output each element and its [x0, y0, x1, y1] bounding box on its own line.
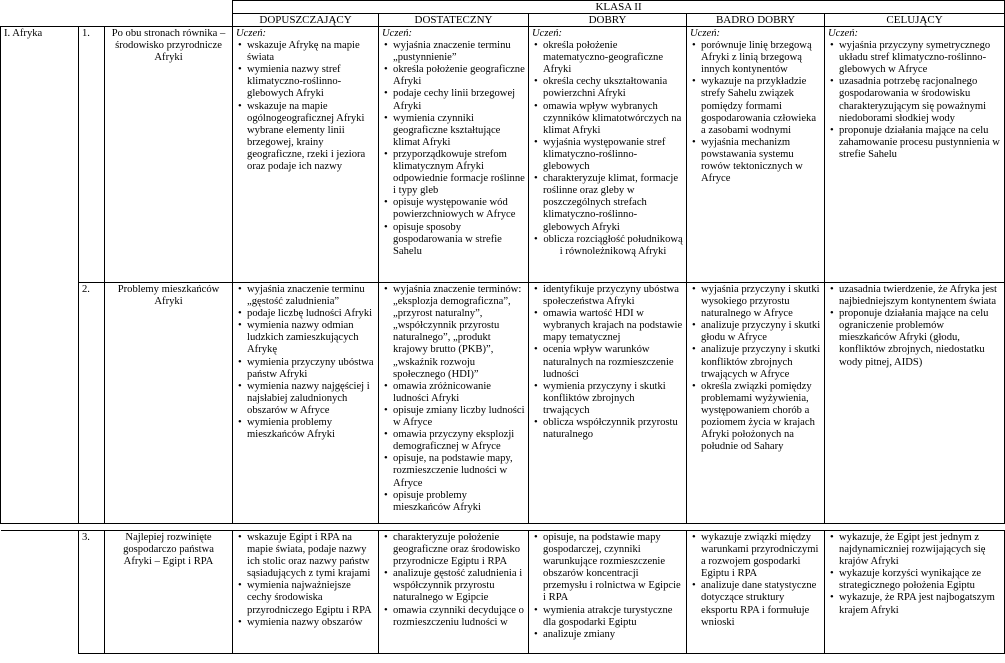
list-item: • wymienia przyczyny i skutki konfliktów zbrojnych trwających: [543, 381, 683, 417]
section-title: I. Afryka: [1, 27, 79, 524]
class-title: KLASA II: [233, 1, 1005, 14]
table-row: [1, 27, 1005, 283]
level-cell: [825, 283, 1005, 524]
level-cell: [379, 531, 529, 654]
list-item: • opisuje zmiany liczby ludności w Afryce: [393, 405, 525, 429]
level-cell: [233, 283, 379, 524]
list-item: • opisuje występowanie wód powierzchniowych w Afryce: [393, 197, 525, 221]
list-item: • uzasadnia twierdzenie, że Afryka jest najbiedniejszym kontynentem świata: [839, 284, 1001, 308]
list-item: • ocenia wpływ warunków naturalnych na rozmieszczenie ludności: [543, 344, 683, 380]
list-item: • wyjaśnia występowanie stref klimatyczno-roślinno-glebowych: [543, 137, 683, 173]
list-item: • wskazuje na mapie ogólnogeograficznej Afryki wybrane elementy linii brzegowej, krainy geograficzne, rzeki i jeziora oraz podaje ich nazwy: [247, 101, 375, 174]
list-item: • wymienia czynniki geograficzne kształtujące klimat Afryki: [393, 113, 525, 149]
level-header: DOSTATECZNY: [379, 14, 529, 27]
level-cell: [687, 27, 825, 283]
level-cell: [233, 27, 379, 283]
list-item: • wymienia nazwy obszarów: [247, 617, 375, 629]
list-item: • omawia przyczyny eksplozji demograficznej w Afryce: [393, 429, 525, 453]
row-topic: Najlepiej rozwinięte gospodarczo państwa Afryki – Egipt i RPA: [105, 531, 233, 654]
level-cell: [529, 27, 687, 283]
list-item: • wskazuje Egipt i RPA na mapie świata, podaje nazwy ich stolic oraz nazwy państw sąsiadujących z tymi krajami: [247, 532, 375, 580]
list-item: • wymienia przyczyny ubóstwa państw Afryki: [247, 357, 375, 381]
list-item: • wyjaśnia znaczenie terminu „gęstość zaludnienia”: [247, 284, 375, 308]
student-label: Uczeń:: [236, 28, 267, 39]
list-item: • określa położenie geograficzne Afryki: [393, 64, 525, 88]
list-item: • analizuje przyczyny i skutki konfliktów zbrojnych trwających w Afryce: [701, 344, 821, 380]
list-item: • omawia wpływ wybranych czynników klimatotwórczych na klimat Afryki: [543, 101, 683, 137]
list-item: • uzasadnia potrzebę racjonalnego gospodarowania w środowisku charakteryzującym się poważnymi niedoborami słodkiej wody: [839, 76, 1001, 124]
list-item: • wyjaśnia znaczenie terminu „pustynnienie”: [393, 40, 525, 64]
list-item: • wyjaśnia mechanizm powstawania systemu rowów tektonicznych w Afryce: [701, 137, 821, 185]
list-item: • opisuje problemy mieszkańców Afryki: [393, 490, 525, 514]
list-item: • wymienia atrakcje turystyczne dla gospodarki Egiptu: [543, 605, 683, 629]
list-item: • wyjaśnia przyczyny symetrycznego układu stref klimatyczno-roślinno-glebowych w Afryce: [839, 40, 1001, 76]
list-item: • wykazuje, że RPA jest najbogatszym krajem Afryki: [839, 592, 1001, 616]
list-item: • wykazuje, że Egipt jest jednym z najdynamiczniej rozwijających się krajów Afryki: [839, 532, 1001, 568]
row-number: 2.: [79, 283, 105, 524]
list-item: • wymienia nazwy najgęściej i najsłabiej zaludnionych obszarów w Afryce: [247, 381, 375, 417]
list-item: • określa cechy ukształtowania powierzchni Afryki: [543, 76, 683, 100]
title-row: [1, 1, 1005, 14]
level-header: DOBRY: [529, 14, 687, 27]
list-item: • określa położenie matematyczno-geograficzne Afryki: [543, 40, 683, 76]
student-label: Uczeń:: [690, 28, 721, 39]
level-cell: [529, 283, 687, 524]
levels-row: [1, 14, 1005, 27]
level-cell: [687, 531, 825, 654]
list-item: • podaje liczbę ludności Afryki: [247, 308, 375, 320]
list-item: • wykazuje na przykładzie strefy Sahelu związek pomiędzy formami gospodarowania człowieka a zasobami wodnymi: [701, 76, 821, 136]
list-item: • wymienia problemy mieszkańców Afryki: [247, 417, 375, 441]
list-item: • opisuje sposoby gospodarowania w strefie Sahelu: [393, 222, 525, 258]
list-item: • analizuje dane statystyczne dotyczące struktury eksportu RPA i formułuje wnioski: [701, 580, 821, 628]
list-item: • proponuje działania mające na celu ograniczenie problemów mieszkańców Afryki (głodu, konfliktów zbrojnych, niedostatku wody pitnej, AIDS): [839, 308, 1001, 368]
list-item: • wymienia nazwy odmian ludzkich zamieszkujących Afrykę: [247, 320, 375, 356]
row-number: 1.: [79, 27, 105, 283]
row-topic: Po obu stronach równika – środowisko przyrodnicze Afryki: [105, 27, 233, 283]
level-header: CELUJĄCY: [825, 14, 1005, 27]
row-number: 3.: [79, 531, 105, 654]
level-header: BADRO DOBRY: [687, 14, 825, 27]
list-item: • oblicza współczynnik przyrostu naturalnego: [543, 417, 683, 441]
list-item: • omawia wartość HDI w wybranych krajach na podstawie mapy tematycznej: [543, 308, 683, 344]
student-label: Uczeń:: [828, 28, 859, 39]
list-item: • analizuje zmiany: [543, 629, 683, 641]
level-cell: [529, 531, 687, 654]
list-item: • opisuje, na podstawie mapy, rozmieszczenie ludności w Afryce: [393, 453, 525, 489]
list-item: • wymienia najważniejsze cechy środowiska przyrodniczego Egiptu i RPA: [247, 580, 375, 616]
list-item: • identyfikuje przyczyny ubóstwa społeczeństwa Afryki: [543, 284, 683, 308]
student-label: Uczeń:: [532, 28, 563, 39]
table-row: [1, 283, 1005, 524]
level-cell: [379, 27, 529, 283]
list-item: • oblicza rozciągłość południkową i równoleżnikową Afryki: [543, 234, 683, 258]
list-item: • wyjaśnia znaczenie terminów: „eksplozja demograficzna”, „przyrost naturalny”, „współczynnik przyrostu naturalnego”, „produkt krajowy brutto (PKB)”, „wskaźnik rozwoju społecznego (HDI)”: [393, 284, 525, 381]
row-topic: Problemy mieszkańców Afryki: [105, 283, 233, 524]
level-cell: [825, 531, 1005, 654]
list-item: • wykazuje związki między warunkami przyrodniczymi a rozwojem gospodarki Egiptu i RPA: [701, 532, 821, 580]
level-cell: [379, 283, 529, 524]
list-item: • przyporządkowuje strefom klimatycznym Afryki odpowiednie formacje roślinne i typy gleb: [393, 149, 525, 197]
list-item: • opisuje, na podstawie mapy gospodarczej, czynniki warunkujące rozmieszczenie obszarów koncentracji przemysłu i rolnictwa w Egipcie i RPA: [543, 532, 683, 605]
table-row: [1, 531, 1005, 654]
list-item: • wymienia nazwy stref klimatyczno-roślinno-glebowych Afryki: [247, 64, 375, 100]
list-item: • porównuje linię brzegową Afryki z linią brzegową innych kontynentów: [701, 40, 821, 76]
level-cell: [825, 27, 1005, 283]
list-item: • analizuje przyczyny i skutki głodu w Afryce: [701, 320, 821, 344]
list-item: • omawia zróżnicowanie ludności Afryki: [393, 381, 525, 405]
list-item: • proponuje działania mające na celu zahamowanie procesu pustynnienia w strefie Sahelu: [839, 125, 1001, 161]
list-item: • analizuje gęstość zaludnienia i współczynnik przyrostu naturalnego w Egipcie: [393, 568, 525, 604]
list-item: • charakteryzuje klimat, formacje roślinne oraz gleby w poszczególnych strefach klimatyczno-roślinno-glebowych Afryki: [543, 173, 683, 233]
level-header: DOPUSZCZAJĄCY: [233, 14, 379, 27]
list-item: • podaje cechy linii brzegowej Afryki: [393, 88, 525, 112]
list-item: • omawia czynniki decydujące o rozmieszczeniu ludności w: [393, 605, 525, 629]
spacer-row: [1, 524, 1005, 531]
list-item: • wykazuje korzyści wynikające ze strategicznego położenia Egiptu: [839, 568, 1001, 592]
list-item: • charakteryzuje położenie geograficzne oraz środowisko przyrodnicze Egiptu i RPA: [393, 532, 525, 568]
student-label: Uczeń:: [382, 28, 413, 39]
list-item: • określa związki pomiędzy problemami wyżywienia, występowaniem chorób a poziomem życia w krajach Afryki położonych na południe od Sahary: [701, 381, 821, 454]
level-cell: [233, 531, 379, 654]
list-item: • wskazuje Afrykę na mapie świata: [247, 40, 375, 64]
level-cell: [687, 283, 825, 524]
list-item: • wyjaśnia przyczyny i skutki wysokiego przyrostu naturalnego w Afryce: [701, 284, 821, 320]
